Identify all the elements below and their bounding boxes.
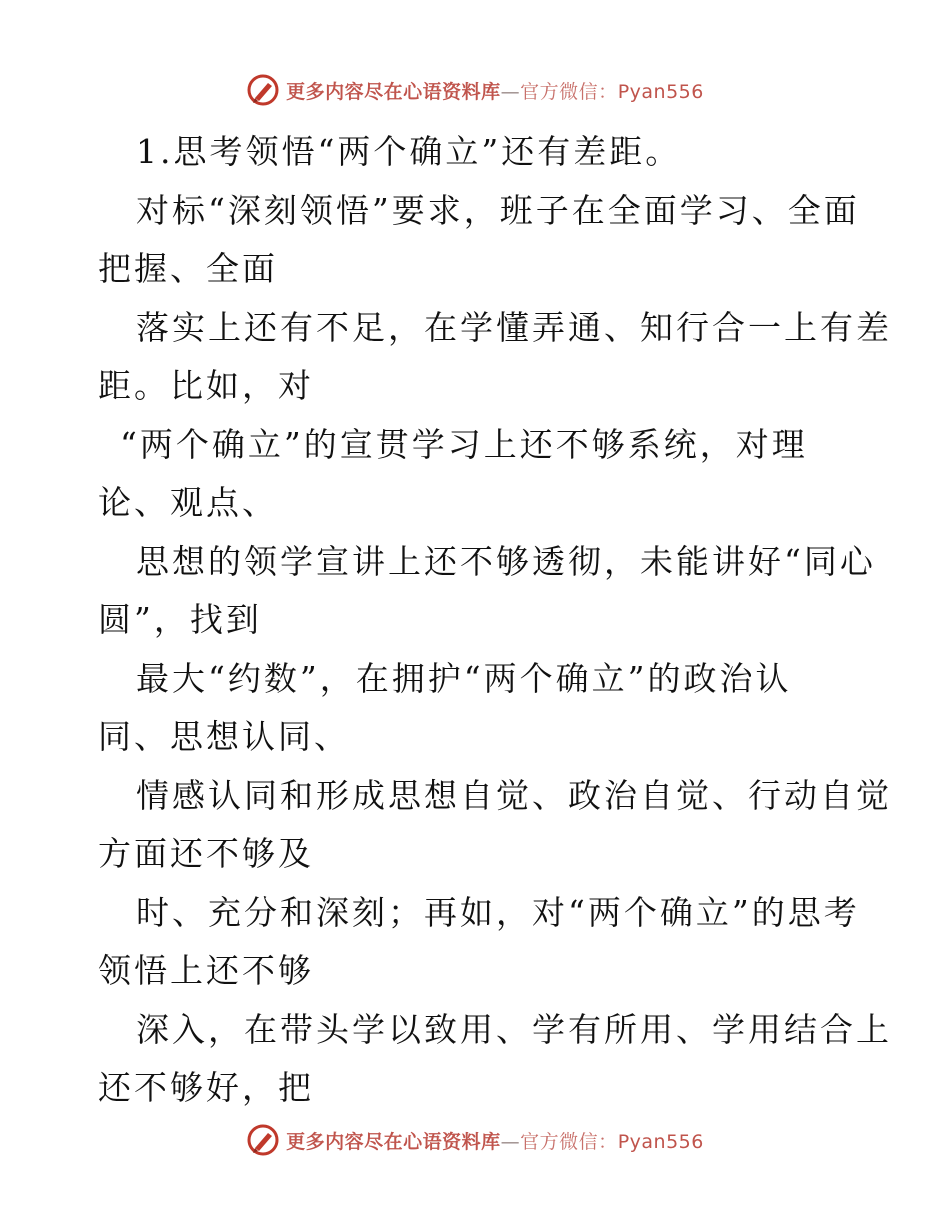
body-line: 同、思想认同、 xyxy=(98,717,350,756)
body-line: 方面还不够及 xyxy=(98,834,314,873)
header-watermark xyxy=(0,70,950,110)
pen-logo-icon xyxy=(246,73,280,107)
body-line: 时、充分和深刻；再如，对“两个确立”的思考 xyxy=(136,892,860,932)
watermark-main: 更多内容尽在心语资料库 xyxy=(286,80,501,103)
body-line: 落实上还有不足，在学懂弄通、知行合一上有差 xyxy=(136,307,892,347)
watermark-label: 官方微信： xyxy=(520,80,618,103)
body-line: “两个确立”的宣贯学习上还不够系统，对理 xyxy=(120,424,808,464)
pen-logo-icon xyxy=(246,1123,280,1157)
body-line: 距。比如，对 xyxy=(98,366,314,405)
body-line: 对标“深刻领悟”要求，班子在全面学习、全面 xyxy=(136,190,860,230)
watermark-id: Pyan556 xyxy=(617,1130,704,1153)
watermark-id: Pyan556 xyxy=(617,80,704,103)
body-line: 论、观点、 xyxy=(98,483,278,522)
body-line: 1.思考领悟“两个确立”还有差距。 xyxy=(136,132,682,171)
body-line: 最大“约数”，在拥护“两个确立”的政治认 xyxy=(136,658,792,698)
body-line: 领悟上还不够 xyxy=(98,951,314,990)
body-line: 把握、全面 xyxy=(98,249,278,288)
watermark-label: 官方微信： xyxy=(520,1130,618,1153)
body-line: 思想的领学宣讲上还不够透彻，未能讲好“同心 xyxy=(136,541,876,581)
watermark-text xyxy=(286,77,704,104)
watermark-text xyxy=(286,1127,704,1154)
watermark-main: 更多内容尽在心语资料库 xyxy=(286,1130,501,1153)
watermark-separator: — xyxy=(500,1130,521,1153)
document-body xyxy=(98,123,892,1118)
footer-watermark xyxy=(0,1120,950,1160)
body-line: 深入，在带头学以致用、学有所用、学用结合上 xyxy=(136,1009,892,1049)
body-line: 情感认同和形成思想自觉、政治自觉、行动自觉 xyxy=(136,775,892,815)
body-line: 圆”，找到 xyxy=(98,600,262,639)
body-line: 还不够好，把 xyxy=(98,1068,314,1107)
watermark-separator: — xyxy=(500,80,521,103)
